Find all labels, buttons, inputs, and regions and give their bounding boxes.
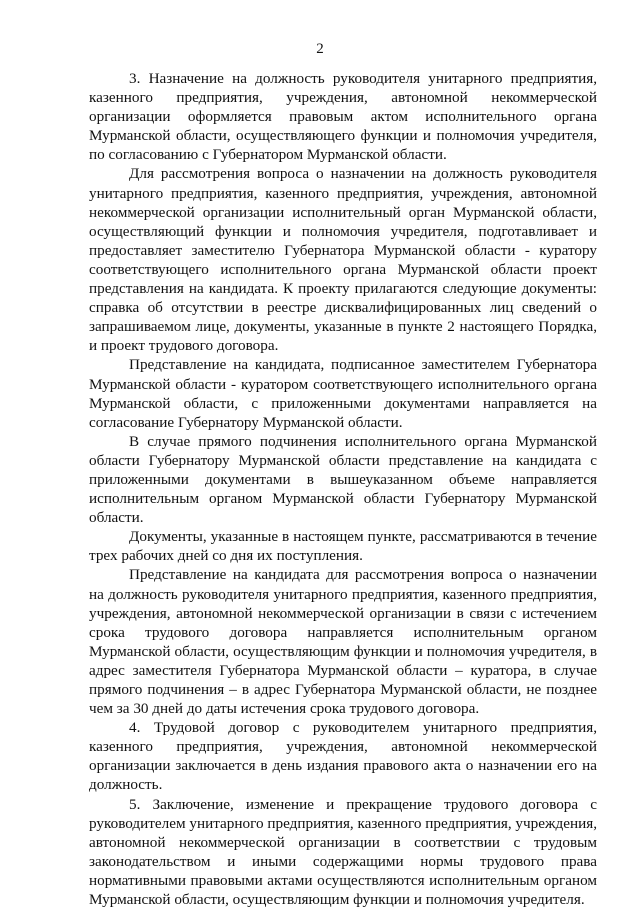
- paragraph-review-procedure: Для рассмотрения вопроса о назначении на должность руководителя унитарного предприятия, казенного предприятия, учреждения, автономной некоммерческой организации исполнительный орган Мурманской области, осуществляющий функции и полномочия учредителя, подготавливает и предоставляет заместителю Губернатора Мурманской области - куратору соответствующего исполнительного органа Мурманской области проект представления на кандидата. К проекту прилагаются следующие документы: справка об отсутствии в реестре дисквалифицированных лиц сведений о запрашиваемом лице, документы, указанные в пункте 2 настоящего Порядка, и проект трудового договора.: [89, 165, 597, 355]
- paragraph-contract-expiry: Представление на кандидата для рассмотрения вопроса о назначении на должность руководителя унитарного предприятия, казенного предприятия, учреждения, автономной некоммерческой организации в связи с истечением срока трудового договора направляется исполнительным органом Мурманской области, осуществляющим функции и полномочия учредителя, в адрес заместителя Губернатора Мурманской области – куратора, в случае прямого подчинения – в адрес Губернатора Мурманской области, не позднее чем за 30 дней до даты истечения срока трудового договора.: [89, 566, 597, 718]
- paragraph-item-4: 4. Трудовой договор с руководителем унитарного предприятия, казенного предприятия, учреждения, автономной некоммерческой организации заключается в день издания правового акта о назначении его на должность.: [89, 719, 597, 794]
- page-number: 2: [316, 41, 324, 57]
- paragraph-direct-subordination: В случае прямого подчинения исполнительного органа Мурманской области Губернатору Мурманской области представление на кандидата с приложенными документами в вышеуказанном объеме направляется исполнительным органом Мурманской области Губернатору Мурманской области.: [89, 432, 597, 527]
- paragraph-submission-curator: Представление на кандидата, подписанное заместителем Губернатора Мурманской области - куратором соответствующего исполнительного органа Мурманской области, с приложенными документами направляется на согласование Губернатору Мурманской области.: [89, 356, 597, 431]
- document-body: [89, 69, 597, 909]
- paragraph-item-3: 3. Назначение на должность руководителя унитарного предприятия, казенного предприятия, учреждения, автономной некоммерческой организации оформляется правовым актом исполнительного органа Мурманской области, осуществляющего функции и полномочия учредителя, по согласованию с Губернатором Мурманской области.: [89, 70, 597, 164]
- paragraph-item-5: 5. Заключение, изменение и прекращение трудового договора с руководителем унитарного предприятия, казенного предприятия, учреждения, автономной некоммерческой организации в соответствии с трудовым законодательством и иными содержащими нормы трудового права нормативными правовыми актами осуществляются исполнительным органом Мурманской области, осуществляющим функции и полномочия учредителя.: [89, 795, 597, 909]
- paragraph-review-term: Документы, указанные в настоящем пункте, рассматриваются в течение трех рабочих дней со дня их поступления.: [89, 528, 597, 565]
